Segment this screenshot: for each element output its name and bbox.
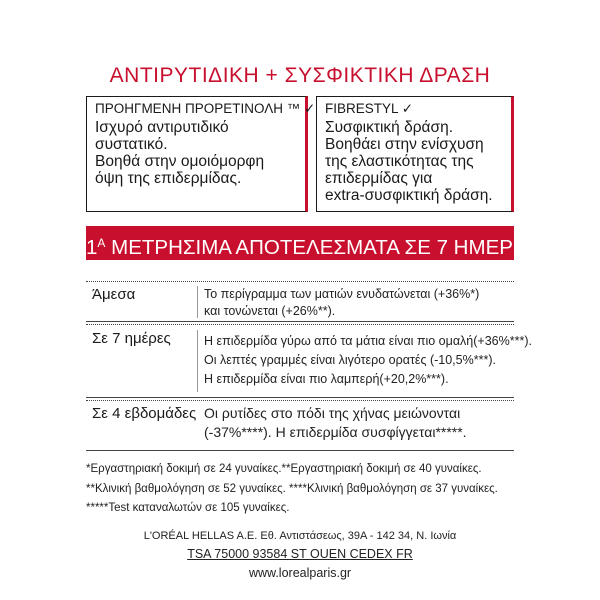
website-link[interactable]: www.lorealparis.gr (248, 566, 352, 580)
result-label: Άμεσα (92, 286, 136, 303)
postal-address-text: TSA 75000 93584 ST OUEN CEDEX FR (187, 547, 413, 561)
divider (86, 324, 514, 325)
banner-superscript: Α (97, 236, 106, 250)
divider (86, 400, 514, 401)
divider (86, 321, 514, 322)
result-line: Οι λεπτές γραμμές είναι λιγότερο ορατές (-10,5%***). (204, 353, 496, 367)
ingredient-card-fibrestyl (316, 96, 514, 212)
banner-number: 1 (86, 236, 98, 259)
card-line: Ισχυρό αντιρυτιδικό (95, 119, 229, 136)
result-line: Οι ρυτίδες στο πόδι της χήνας μειώνονται (204, 405, 461, 421)
card-line: επιδερμίδας για (325, 170, 433, 187)
divider (86, 450, 514, 451)
column-divider (197, 286, 198, 318)
column-divider (197, 330, 198, 392)
company-address: L'ORÉAL HELLAS A.E. Εθ. Αντιστάσεως, 39Α - 142 34, N. Ιωνία (143, 530, 457, 542)
ingredient-card-proretinol (86, 96, 316, 212)
footnote: *Εργαστηριακή δοκιμή σε 24 γυναίκες.**Εργαστηριακή δοκιμή σε 40 γυναίκες. (86, 463, 482, 475)
card-heading: FIBRESTYL ✓ (325, 101, 414, 116)
footnote: *****Test καταναλωτών σε 105 γυναίκες. (86, 502, 290, 514)
result-label: Σε 7 ημέρες (92, 330, 171, 347)
card-line: Βοηθά στην ομοιόμορφη (95, 153, 265, 170)
result-line: και τονώνεται (+26%**). (204, 304, 336, 318)
footnote: **Κλινική βαθμολόγηση σε 52 γυναίκες. ****Κλινική βαθμολόγηση σε 37 γυναίκες. (86, 483, 498, 495)
result-label: Σε 4 εβδομάδες (92, 405, 197, 422)
divider (86, 281, 514, 282)
result-line: Η επιδερμίδα είναι πιο λαμπερή(+20,2%***). (204, 372, 449, 386)
card-line: extra-συσφικτική δράση. (325, 187, 493, 204)
result-line: (-37%****). Η επιδερμίδα συσφίγγεται*****. (204, 424, 467, 440)
page-title: ΑΝΤΙΡΥΤΙΔΙΚΗ + ΣΥΣΦΙΚΤΙΚΗ ΔΡΑΣΗ (109, 64, 491, 87)
card-line: συστατικό. (95, 136, 168, 153)
postal-address (0, 547, 600, 561)
card-line: Συσφικτική δράση. (325, 119, 454, 136)
result-line: Η επιδερμίδα γύρω από τα μάτια είναι πιο ομαλή(+36%***). (204, 334, 532, 348)
divider (86, 397, 514, 398)
banner-text: ΜΕΤΡΗΣΙΜΑ ΑΠΟΤΕΛΕΣΜΑΤΑ ΣΕ 7 ΗΜΕΡΕΣ (105, 236, 540, 259)
card-line: Βοηθάει στην ενίσχυση (325, 136, 484, 153)
card-line: όψη της επιδερμίδας. (95, 170, 242, 187)
result-line: Το περίγραμμα των ματιών ενυδατώνεται (+36%*) (204, 287, 480, 301)
card-line: της ελαστικότητας της (325, 153, 474, 170)
results-banner (86, 226, 540, 260)
card-heading: ΠΡΟΗΓΜΕΝΗ ΠΡΟΡΕΤΙΝΟΛΗ ™ ✓ (95, 101, 316, 116)
